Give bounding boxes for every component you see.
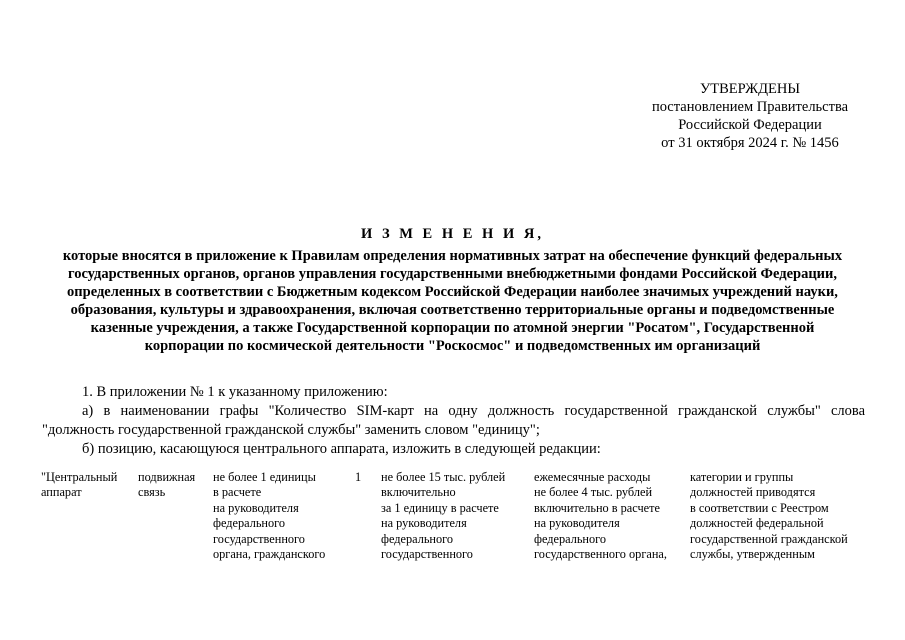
cell-line: на руководителя [534,516,620,531]
cell-line: на руководителя [213,500,299,515]
subtitle-line: которые вносятся в приложение к Правилам определения нормативных затрат на обеспечение функций федеральных [62,248,843,264]
cell-line: 1 [355,470,362,484]
subtitle-line: казенные учреждения, а также Государственной корпорации по атомной энергии "Росатом", Государственной [90,320,815,336]
cell-line: государственного [213,531,305,546]
table-row [0,470,905,640]
cell-line: органа, гражданского [213,547,326,562]
approval-line: постановлением Правительства [651,99,849,115]
cell-line: федерального [381,531,454,546]
approval-line: Российской Федерации [678,117,822,133]
cell-line: федерального [213,516,286,531]
paragraph-a: а) в наименовании графы "Количество SIM-карт на одну должность государственной гражданской службы" слова [82,403,865,419]
cell-body-name [41,470,117,501]
cell-line: государственной гражданской [690,531,848,546]
subtitle-line: корпорации по космической деятельности "Роскосмос" и подведомственных им организаций [144,338,761,354]
cell-communication-type [138,470,195,501]
cell-line: категории и группы [690,470,794,484]
cell-sim-count [355,470,361,485]
cell-line: на руководителя [381,516,467,531]
document-subtitle [20,247,885,355]
cell-line: в соответствии с Реестром [690,500,829,515]
document-title: И З М Е Н Е Н И Я, [361,226,544,242]
cell-line: за 1 единицу в расчете [381,500,499,515]
cell-line: государственного [381,547,473,562]
cell-quantity [213,470,325,562]
cell-position-categories [690,470,848,562]
cell-line: ежемесячные расходы [534,470,651,484]
cell-line: в расчете [213,485,262,500]
approval-block [612,80,888,152]
paragraph-1: 1. В приложении № 1 к указанному приложению: [82,384,388,400]
cell-line: не более 15 тыс. рублей [381,470,506,484]
cell-line: связь [138,485,166,500]
approval-date: от 31 октября 2024 г. № 1456 [661,135,839,151]
cell-line: должностей федеральной [690,516,824,531]
subtitle-line: государственных органов, органов управления государственными внебюджетными фондами Российской Федерации, [67,266,838,282]
cell-line: включительно в расчете [534,500,660,515]
cell-line: государственного органа, [534,547,667,562]
paragraph-a-continuation: "должность государственной гражданской службы" заменить словом "единицу"; [42,422,540,438]
cell-line: должностей приводятся [690,485,816,500]
subtitle-line: определенных в соответствии с Бюджетным кодексом Российской Федерации наиболее значимых учреждений науки, [67,284,838,300]
cell-monthly-costs [534,470,667,562]
cell-line: аппарат [41,485,82,500]
cell-price [381,470,505,562]
paragraph-b: б) позицию, касающуюся центрального аппарата, изложить в следующей редакции: [82,441,601,457]
cell-line: подвижная [138,470,196,484]
cell-line: "Центральный [41,470,118,484]
cell-line: включительно [381,485,456,500]
cell-line: службы, утвержденным [690,547,815,562]
cell-line: не более 4 тыс. рублей [534,485,653,500]
cell-line: не более 1 единицы [213,470,316,484]
cell-line: федерального [534,531,607,546]
approval-title: УТВЕРЖДЕНЫ [699,81,801,97]
subtitle-line: образования, культуры и здравоохранения, включая соответственно территориальные органы и подведомственные [70,302,835,318]
